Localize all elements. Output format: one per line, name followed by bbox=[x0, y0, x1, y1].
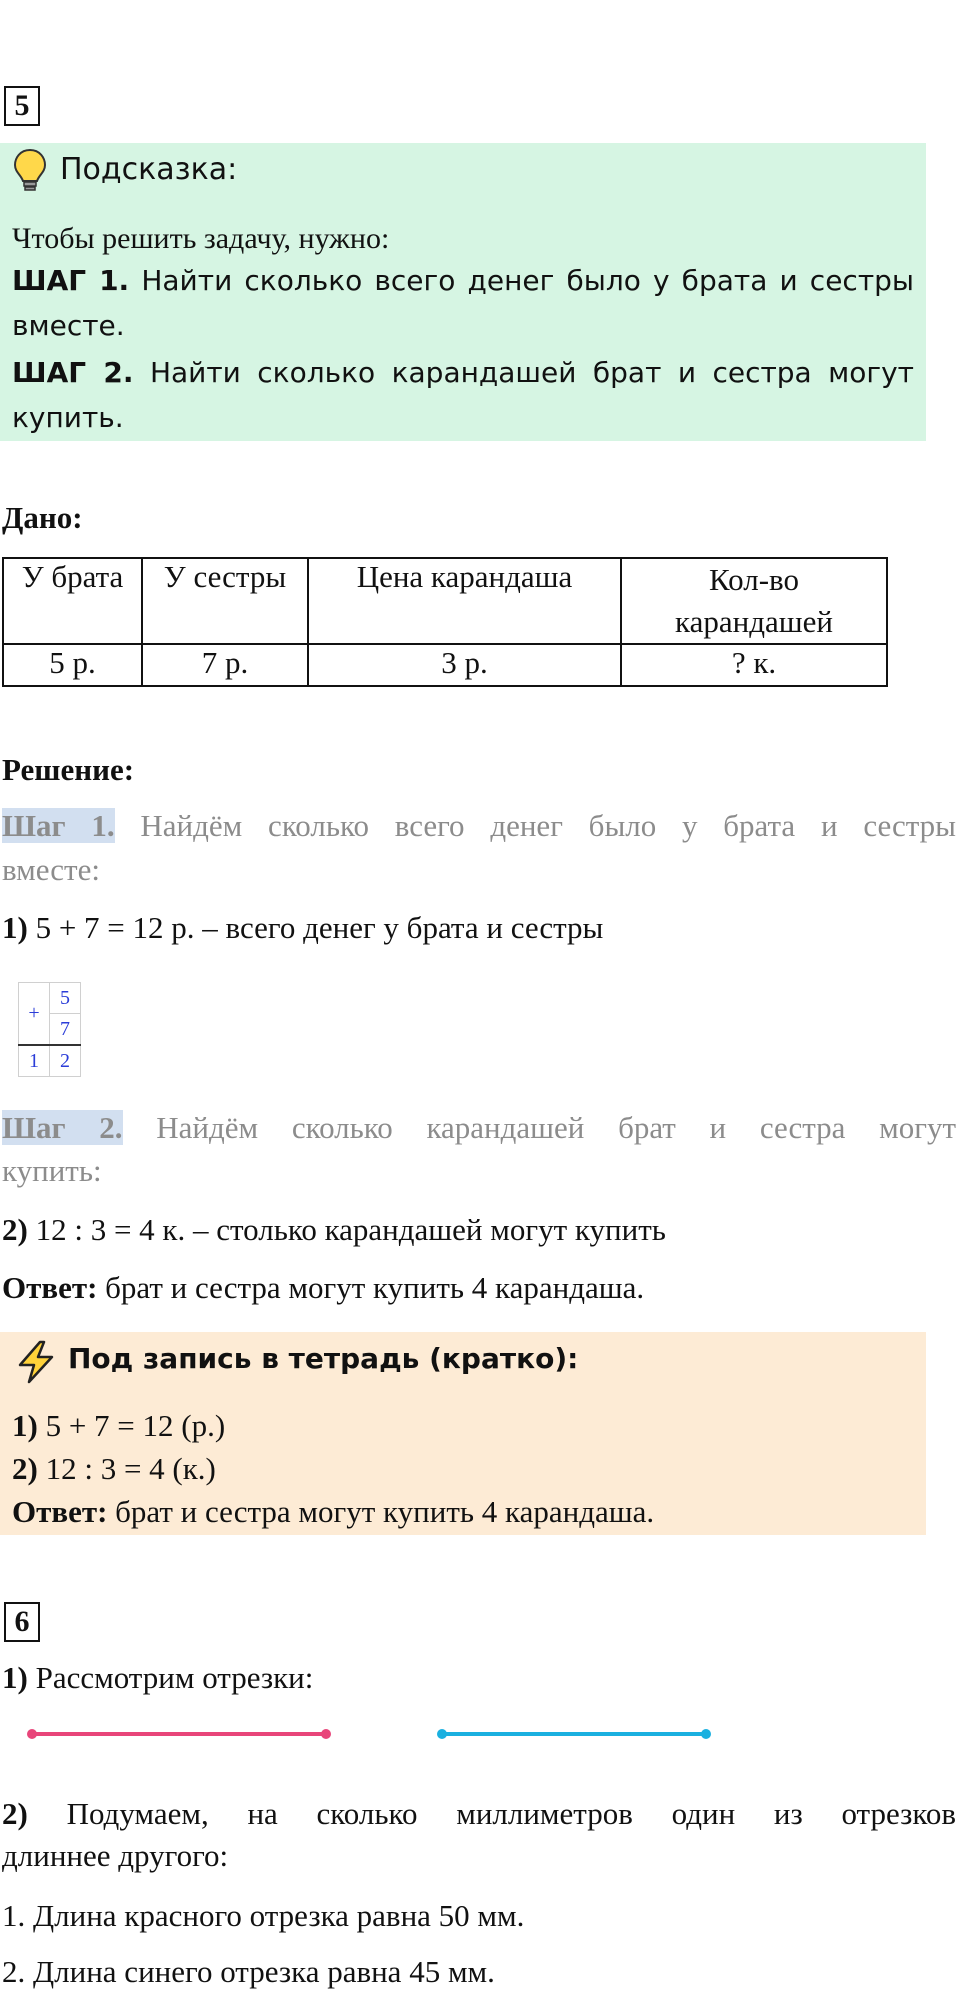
note-line-1 bbox=[12, 1408, 225, 1444]
note-line-2 bbox=[12, 1451, 216, 1487]
column-addend-2: 7 bbox=[50, 1014, 81, 1046]
hint-step1-cont: вместе. bbox=[12, 309, 125, 342]
solution-label: Решение: bbox=[2, 752, 135, 787]
column-result-ones: 2 bbox=[50, 1045, 81, 1077]
calc2-line bbox=[2, 1212, 666, 1248]
step2-label: Шаг 2. bbox=[2, 1110, 123, 1145]
lightbulb-icon bbox=[10, 146, 50, 194]
red-segment-endpoint-b bbox=[321, 1729, 331, 1739]
hint-step2-label: ШАГ 2. bbox=[12, 356, 134, 389]
given-header-sister: У сестры bbox=[142, 558, 308, 644]
note-answer-text: брат и сестра могут купить 4 карандаша. bbox=[115, 1494, 655, 1529]
segments-drawing bbox=[20, 1722, 720, 1746]
hint-step2-text: Найти сколько карандашей брат и сестра могут bbox=[149, 356, 914, 389]
calc2-text: 12 : 3 = 4 к. – столько карандашей могут купить bbox=[35, 1212, 666, 1247]
given-header-count-line2: карандашей bbox=[675, 604, 833, 639]
hint-step1-label: ШАГ 1. bbox=[12, 264, 130, 297]
hint-step2-line bbox=[12, 350, 914, 396]
task6-item-2: 2. Длина синего отрезка равна 45 мм. bbox=[2, 1954, 495, 1989]
hint-step1-line bbox=[12, 258, 914, 304]
column-plus-sign: + bbox=[19, 983, 50, 1046]
task-number-6: 6 bbox=[4, 1602, 40, 1642]
task-number-5: 5 bbox=[4, 86, 40, 126]
task6-p1-text: Рассмотрим отрезки: bbox=[35, 1660, 314, 1695]
note-answer bbox=[12, 1494, 654, 1530]
calc1-line bbox=[2, 910, 603, 946]
note-title: Под запись в тетрадь (кратко): bbox=[68, 1342, 579, 1375]
hint-title: Подсказка: bbox=[60, 152, 238, 187]
task6-p1 bbox=[2, 1660, 313, 1696]
task6-p1-num: 1) bbox=[2, 1660, 28, 1695]
column-addition bbox=[18, 982, 81, 1077]
step2-text: Найдём сколько карандашей брат и сестра могут bbox=[156, 1110, 956, 1145]
answer-label: Ответ: bbox=[2, 1270, 98, 1305]
given-label: Дано: bbox=[2, 500, 83, 535]
given-value-sister: 7 р. bbox=[142, 644, 308, 686]
given-header-price: Цена карандаша bbox=[308, 558, 621, 644]
note-line1-text: 5 + 7 = 12 (р.) bbox=[45, 1408, 226, 1443]
given-value-count: ? к. bbox=[621, 644, 887, 686]
blue-segment-endpoint-a bbox=[437, 1729, 447, 1739]
step2-cont: купить: bbox=[2, 1153, 102, 1188]
hint-intro: Чтобы решить задачу, нужно: bbox=[12, 222, 390, 255]
task6-item-1: 1. Длина красного отрезка равна 50 мм. bbox=[2, 1898, 525, 1933]
calc1-text: 5 + 7 = 12 р. – всего денег у брата и сестры bbox=[35, 910, 604, 945]
note-line1-num: 1) bbox=[12, 1408, 38, 1443]
note-line2-text: 12 : 3 = 4 (к.) bbox=[45, 1451, 216, 1486]
step1-line bbox=[2, 808, 956, 844]
column-addend-1: 5 bbox=[50, 983, 81, 1014]
given-table bbox=[2, 557, 888, 687]
column-result-tens: 1 bbox=[19, 1045, 50, 1077]
step1-cont: вместе: bbox=[2, 852, 100, 887]
lightning-icon bbox=[14, 1340, 58, 1384]
step2-line bbox=[2, 1110, 956, 1146]
calc2-num: 2) bbox=[2, 1212, 28, 1247]
calc1-num: 1) bbox=[2, 910, 28, 945]
given-header-count bbox=[621, 558, 887, 644]
step1-label: Шаг 1. bbox=[2, 808, 115, 843]
red-segment-endpoint-a bbox=[27, 1729, 37, 1739]
given-header-count-line1: Кол-во bbox=[709, 562, 799, 597]
task6-p2-line bbox=[2, 1796, 956, 1832]
note-answer-label: Ответ: bbox=[12, 1494, 108, 1529]
given-value-brother: 5 р. bbox=[3, 644, 142, 686]
blue-segment-endpoint-b bbox=[701, 1729, 711, 1739]
note-line2-num: 2) bbox=[12, 1451, 38, 1486]
given-header-brother: У брата bbox=[3, 558, 142, 644]
answer-text: брат и сестра могут купить 4 карандаша. bbox=[105, 1270, 645, 1305]
task6-p2-num: 2) bbox=[2, 1796, 28, 1831]
answer-line bbox=[2, 1270, 644, 1306]
task6-p2-text: Подумаем, на сколько миллиметров один из отрезков bbox=[66, 1796, 956, 1831]
task6-p2-cont: длиннее другого: bbox=[2, 1838, 229, 1873]
step1-text: Найдём сколько всего денег было у брата и сестры bbox=[140, 808, 956, 843]
hint-step1-text: Найти сколько всего денег было у брата и сестры bbox=[141, 264, 915, 297]
given-value-price: 3 р. bbox=[308, 644, 621, 686]
hint-step2-cont: купить. bbox=[12, 401, 124, 434]
